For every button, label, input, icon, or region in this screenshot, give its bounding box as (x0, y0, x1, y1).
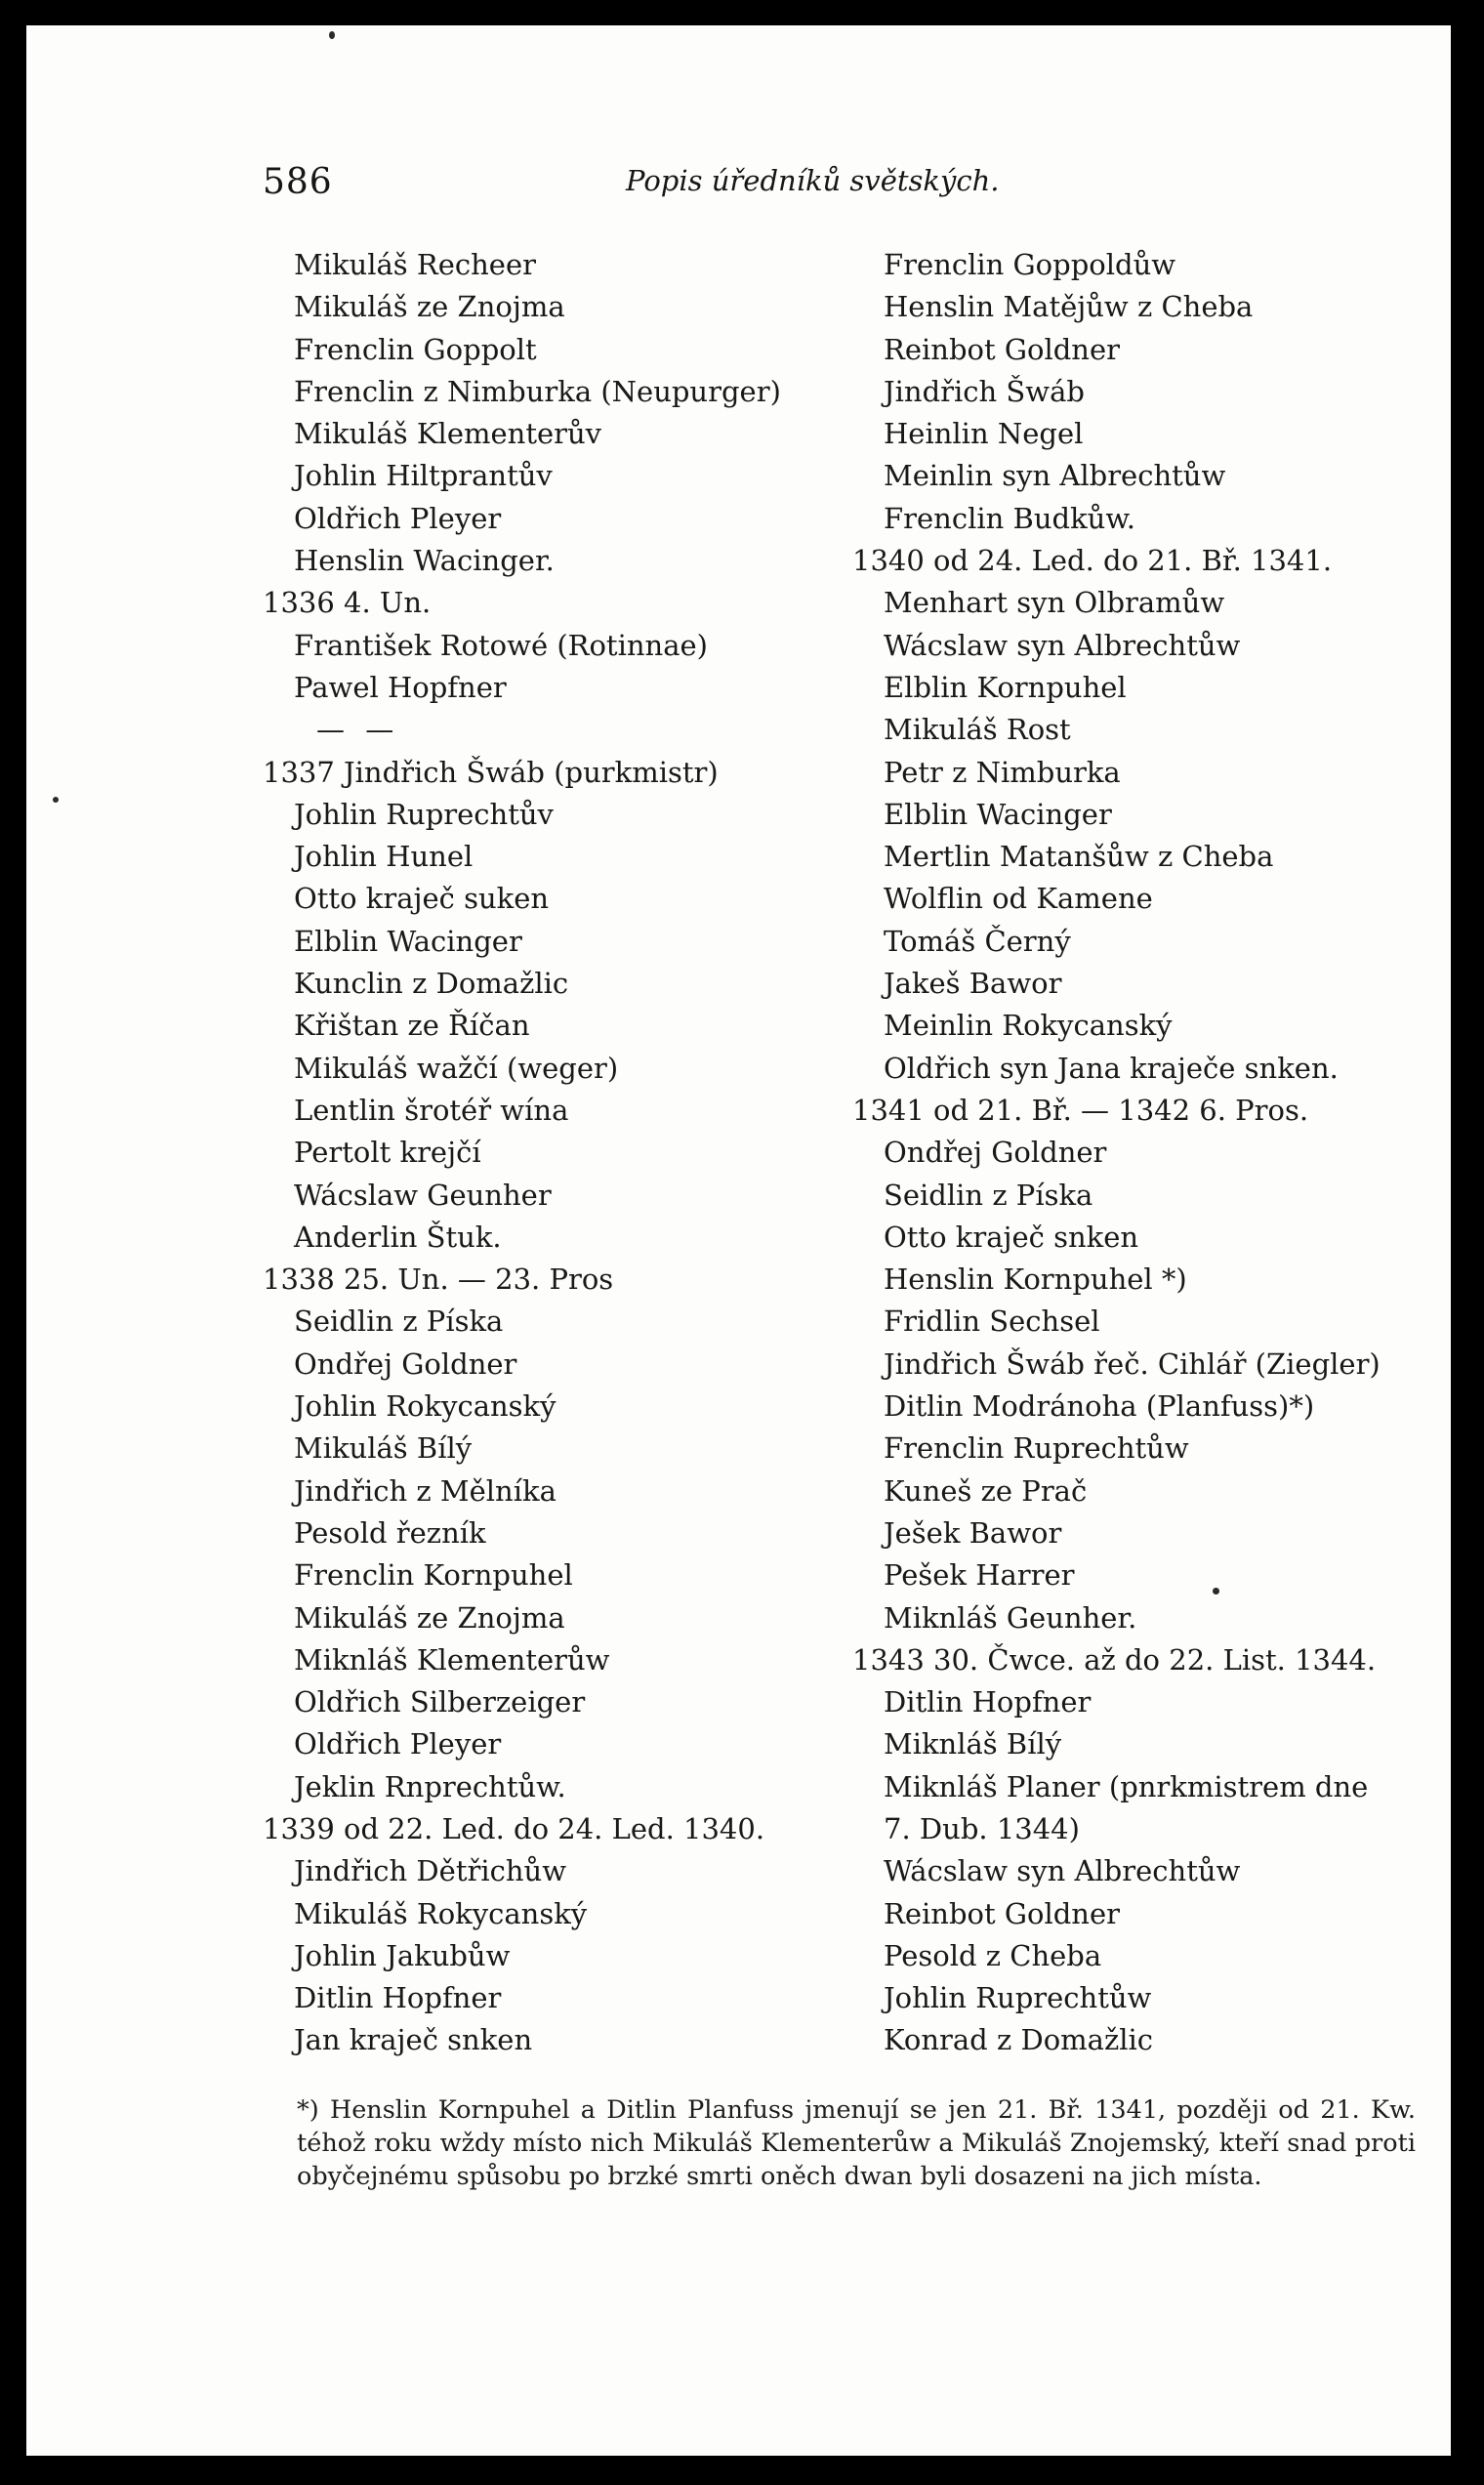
list-item: Johlin Hiltprantův (294, 459, 553, 493)
list-item: Reinbot Goldner (884, 1896, 1121, 1930)
list-item: Menhart syn Olbramůw (884, 586, 1225, 620)
list-item: Henslin Kornpuhel *) (884, 1263, 1187, 1297)
list-item: Mikuláš ze Znojma (294, 290, 565, 324)
list-item: Kuneš ze Prač (884, 1473, 1088, 1508)
list-item: Jindřich Dětřichůw (294, 1854, 567, 1888)
list-item: Mikuláš Bílý (294, 1431, 473, 1466)
list-item: Lentlin šrotéř wína (294, 1093, 569, 1127)
list-item: Petr z Nimburka (884, 755, 1121, 789)
list-item: Johlin Hunel (294, 840, 474, 874)
list-item: Tomáš Černý (884, 924, 1071, 958)
list-item: Seidlin z Píska (294, 1305, 504, 1339)
list-item: Ondřej Goldner (294, 1346, 517, 1381)
list-item: Wácslaw Geunher (294, 1178, 552, 1212)
list-item: Frenclin Goppolt (294, 332, 537, 366)
running-title: Popis úředníků světských. (626, 164, 1000, 197)
page-header (263, 148, 1044, 207)
print-speck (1213, 1588, 1219, 1595)
list-item: Otto kraječ suken (294, 882, 550, 916)
print-speck (53, 797, 59, 803)
list-item: Jeklin Rnprechtůw. (294, 1769, 566, 1803)
list-item: Oldřich syn Jana kraječe snken. (884, 1051, 1339, 1085)
list-item: Ondřej Goldner (884, 1136, 1107, 1170)
list-item: Frenclin Kornpuhel (294, 1558, 573, 1593)
list-item: Johlin Ruprechtův (294, 797, 554, 831)
list-item: 7. Dub. 1344) (884, 1811, 1080, 1845)
list-item: Mikuláš wažčí (weger) (294, 1051, 619, 1085)
right-column (852, 244, 1381, 2062)
list-item: Fridlin Sechsel (884, 1305, 1100, 1339)
list-item: Johlin Jakubůw (294, 1938, 511, 1972)
list-item: Miknláš Klementerůw (294, 1642, 610, 1677)
year-heading: 1338 25. Un. — 23. Pros (263, 1263, 614, 1297)
list-item: Elblin Kornpuhel (884, 670, 1127, 704)
list-item: Miknláš Bílý (884, 1727, 1062, 1761)
list-item: Elblin Wacinger (294, 924, 522, 958)
list-item: Ditlin Hopfner (294, 1981, 502, 2015)
list-item: Frenclin Goppoldůw (884, 248, 1176, 281)
list-item: Heinlin Negel (884, 417, 1084, 451)
list-item: Elblin Wacinger (884, 797, 1112, 831)
list-item: Johlin Ruprechtůw (884, 1981, 1152, 2015)
list-item: Frenclin Budkůw. (884, 501, 1135, 535)
year-heading: 1336 4. Un. (263, 586, 432, 620)
list-item: Jakeš Bawor (884, 967, 1062, 1001)
list-item: Jan kraječ snken (294, 2023, 533, 2057)
list-item: František Rotowé (Rotinnae) (294, 628, 708, 662)
list-item: Mikuláš Rost (884, 713, 1071, 747)
list-item: Frenclin Ruprechtůw (884, 1431, 1189, 1466)
print-speck (329, 31, 335, 39)
list-item: Jindřich Šwáb (884, 374, 1085, 408)
list-item: Mikuláš ze Znojma (294, 1600, 565, 1635)
year-heading: 1340 od 24. Led. do 21. Bř. 1341. (852, 544, 1333, 578)
list-item: Pertolt krejčí (294, 1136, 481, 1170)
list-item: Mikuláš Recheer (294, 248, 536, 281)
year-heading: 1343 30. Čwce. až do 22. List. 1344. (852, 1642, 1377, 1677)
list-item: Seidlin z Píska (884, 1178, 1093, 1212)
list-item: Anderlin Štuk. (294, 1220, 502, 1254)
list-item: Frenclin z Nimburka (Neupurger) (294, 374, 781, 408)
year-heading: 1339 od 22. Led. do 24. Led. 1340. (263, 1811, 765, 1845)
list-item: Wolflin od Kamene (884, 882, 1153, 916)
list-item: Meinlin syn Albrechtůw (884, 459, 1226, 493)
list-item: Pešek Harrer (884, 1558, 1075, 1593)
list-item: Pesold řezník (294, 1515, 486, 1550)
list-item: Ditlin Modránoha (Planfuss)*) (884, 1389, 1315, 1424)
list-item: Mikuláš Rokycanský (294, 1896, 588, 1930)
year-heading: 1337 Jindřich Šwáb (purkmistr) (263, 755, 719, 789)
list-item: Johlin Rokycanský (294, 1389, 556, 1424)
list-item: Mikuláš Klementerův (294, 417, 602, 451)
list-item: Reinbot Goldner (884, 332, 1121, 366)
list-item: Ješek Bawor (884, 1515, 1062, 1550)
list-item: Oldřich Silberzeiger (294, 1685, 586, 1719)
list-item: Otto kraječ snken (884, 1220, 1139, 1254)
footnote: *) Henslin Kornpuhel a Ditlin Planfuss jmenují se jen 21. Bř. 1341, později od 21. Kw. téhož roku wždy místo nich Mikuláš Klementerůw a Mikuláš Znojemský, kteří snad proti obyčejnému spůsobu po brzké smrti oněch dwan byli dosazeni na jich místa. (297, 2095, 1416, 2191)
list-item: Henslin Matějůw z Cheba (884, 290, 1254, 324)
year-heading: 1341 od 21. Bř. — 1342 6. Pros. (852, 1093, 1309, 1127)
list-item: Kunclin z Domažlic (294, 967, 569, 1001)
list-item: Ditlin Hopfner (884, 1685, 1092, 1719)
list-item: Miknláš Geunher. (884, 1600, 1137, 1635)
list-item: Jindřich z Mělníka (294, 1473, 556, 1508)
page-number: 586 (263, 162, 333, 202)
list-item: Jindřich Šwáb řeč. Cihlář (Ziegler) (884, 1346, 1381, 1381)
list-item: Miknláš Planer (pnrkmistrem dne (884, 1769, 1369, 1803)
list-item: Henslin Wacinger. (294, 544, 555, 578)
list-item: Wácslaw syn Albrechtůw (884, 1854, 1241, 1888)
list-item: Oldřich Pleyer (294, 501, 502, 535)
list-item: Oldřich Pleyer (294, 1727, 502, 1761)
list-item: Meinlin Rokycanský (884, 1009, 1173, 1043)
list-item: Konrad z Domažlic (884, 2023, 1154, 2057)
list-item: Pesold z Cheba (884, 1938, 1102, 1972)
list-item: Pawel Hopfner (294, 670, 507, 704)
list-item: Křištan ze Říčan (294, 1009, 530, 1043)
list-item: Mertlin Matanšůw z Cheba (884, 840, 1274, 874)
list-item: Wácslaw syn Albrechtůw (884, 628, 1241, 662)
dash-separator: — — (316, 713, 400, 747)
left-column (263, 244, 781, 2062)
document-page (26, 25, 1451, 2456)
